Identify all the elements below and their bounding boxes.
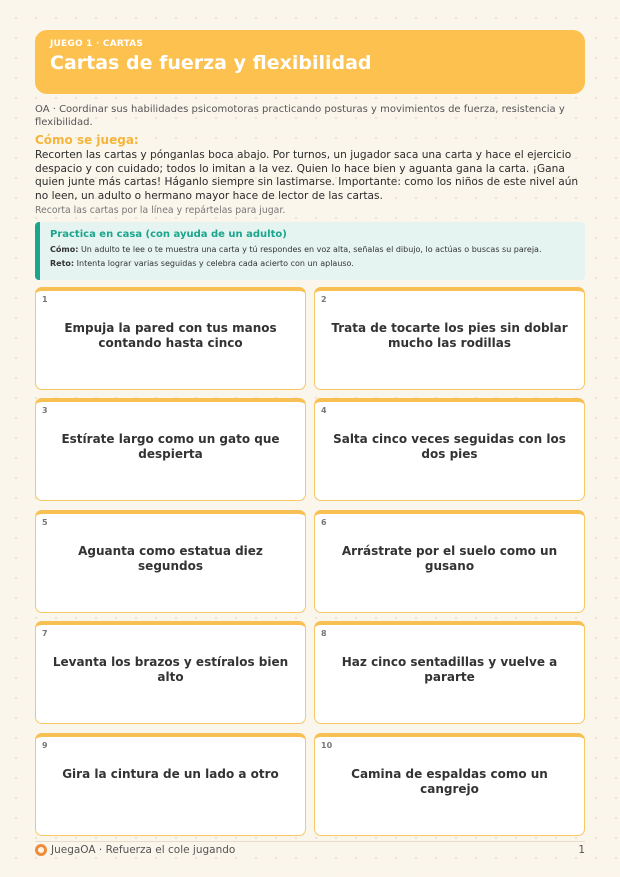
- card-text: Trata de tocarte los pies sin doblar mucho las rodillas: [331, 321, 568, 350]
- footer-brand: JuegaOA · Refuerza el cole jugando: [51, 844, 236, 856]
- how-to-heading: Cómo se juega:: [35, 133, 139, 147]
- cut-note: Recorta las cartas por la línea y repártelas para jugar.: [35, 205, 286, 216]
- card-number: 8: [321, 629, 327, 638]
- practice-box: [35, 222, 585, 280]
- card-number: 6: [321, 518, 327, 527]
- card-text: Levanta los brazos y estíralos bien alto: [52, 655, 289, 684]
- practice-how: [50, 245, 575, 254]
- card-number: 5: [42, 518, 48, 527]
- card-number: 1: [42, 295, 48, 304]
- page-title: Cartas de fuerza y flexibilidad: [50, 52, 372, 74]
- card-number: 4: [321, 406, 327, 415]
- title-banner: [35, 30, 585, 94]
- practice-challenge-label: Reto:: [50, 259, 75, 268]
- exercise-card[interactable]: [314, 287, 585, 390]
- card-text: Haz cinco sentadillas y vuelve a pararte: [341, 655, 558, 684]
- practice-challenge: [50, 259, 575, 268]
- practice-how-label: Cómo:: [50, 245, 79, 254]
- learning-objective: OA · Coordinar sus habilidades psicomotoras practicando posturas y movimientos de fuerza, resistencia y flexibilidad.: [35, 104, 565, 128]
- practice-challenge-text: Intenta lograr varias seguidas y celebra cada acierto con un aplauso.: [76, 259, 354, 268]
- exercise-card[interactable]: [314, 733, 585, 836]
- exercise-card[interactable]: [35, 733, 306, 836]
- practice-how-text: Un adulto te lee o te muestra una carta y tú respondes en voz alta, señalas el dibujo, lo actúas o buscas su pareja.: [80, 245, 542, 254]
- exercise-card[interactable]: [314, 510, 585, 613]
- card-number: 3: [42, 406, 48, 415]
- card-number: 2: [321, 295, 327, 304]
- card-text: Arrástrate por el suelo como un gusano: [341, 544, 558, 573]
- card-text: Camina de espaldas como un cangrejo: [351, 767, 548, 796]
- card-number: 7: [42, 629, 48, 638]
- footer-divider: [35, 841, 585, 842]
- exercise-card[interactable]: [35, 510, 306, 613]
- card-text: Aguanta como estatua diez segundos: [78, 544, 263, 573]
- card-text: Salta cinco veces seguidas con los dos pies: [333, 432, 566, 461]
- card-number: 9: [42, 741, 48, 750]
- card-text: Gira la cintura de un lado a otro: [62, 767, 279, 781]
- exercise-card[interactable]: [35, 287, 306, 390]
- exercise-card[interactable]: [314, 621, 585, 724]
- card-number: 10: [321, 741, 333, 750]
- how-to-text: Recorten las cartas y pónganlas boca abajo. Por turnos, un jugador saca una carta y hace el ejercicio despacio y con cuidado; todos lo imitan a la vez. Quien lo hace bien y aguanta gana la carta. ¡Gana quien junte más cartas! Háganlo siempre sin lastimarse. Importante: como los niños de este nivel aún no leen, un adulto o hermano mayor hace de lector de las cartas.: [35, 149, 579, 202]
- card-text: Empuja la pared con tus manos contando hasta cinco: [64, 321, 277, 350]
- card-text: Estírate largo como un gato que despierta: [61, 432, 280, 461]
- exercise-card[interactable]: [35, 621, 306, 724]
- exercise-card[interactable]: [35, 398, 306, 501]
- game-kicker: JUEGO 1 · CARTAS: [50, 39, 144, 49]
- exercise-card[interactable]: [314, 398, 585, 501]
- brand-logo-icon: [35, 844, 47, 856]
- page-number: 1: [578, 844, 585, 856]
- practice-title: Practica en casa (con ayuda de un adulto): [50, 229, 287, 240]
